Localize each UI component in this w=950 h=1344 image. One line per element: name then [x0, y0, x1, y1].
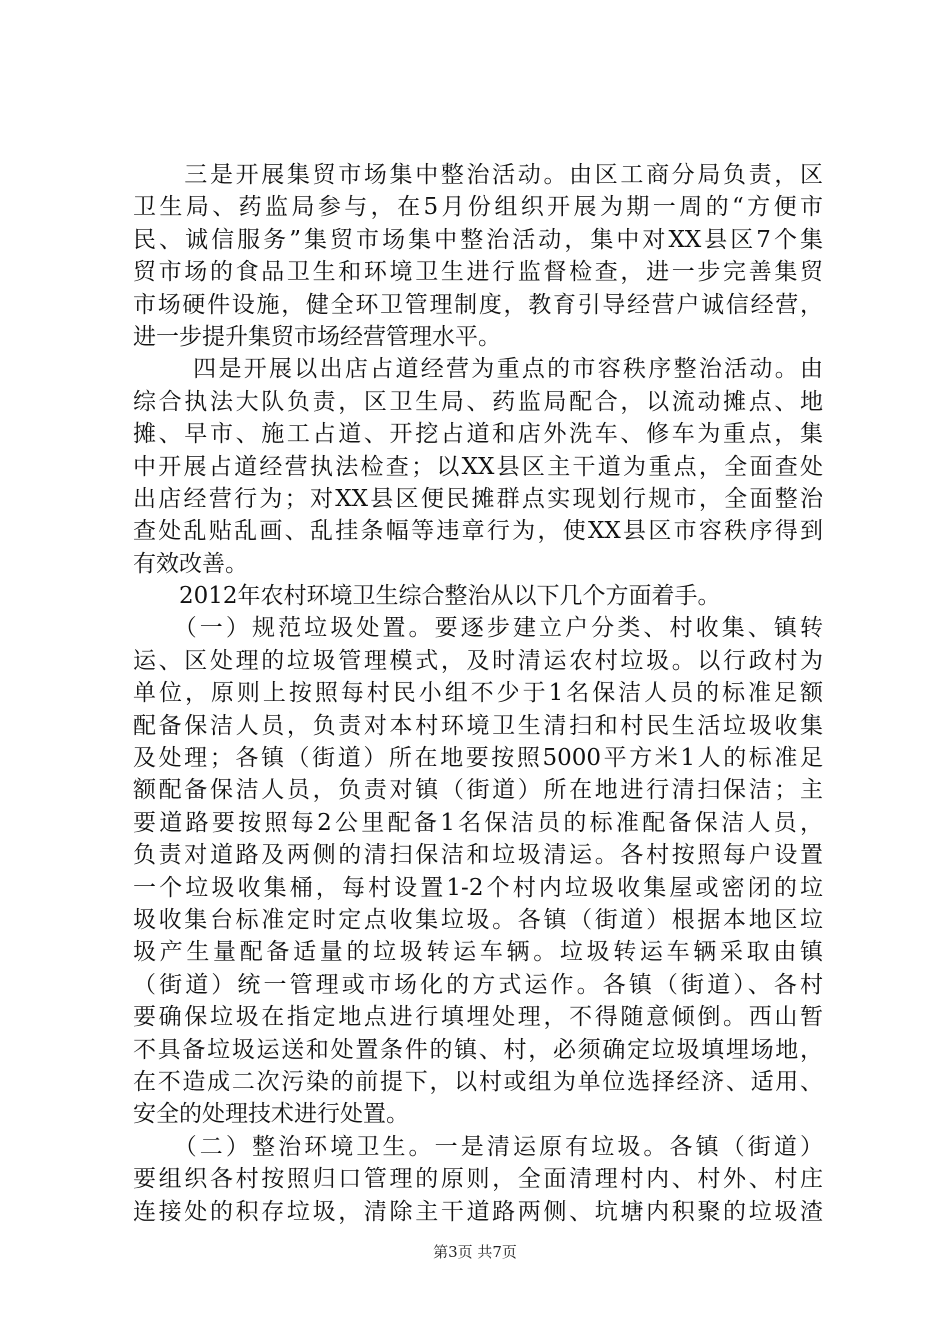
text-line: 负责对道路及两侧的清扫保洁和垃圾清运。各村按照每户设置: [133, 842, 823, 869]
text-line: （街道）统一管理或市场化的方式运作。各镇（街道）、各村: [133, 971, 823, 998]
text-line: 安全的处理技术进行处置。: [133, 1101, 409, 1128]
text-line: 要道路要按照每2公里配备1名保洁员的标准配备保洁人员，: [133, 809, 823, 836]
text-line: 额配备保洁人员，负责对镇（街道）所在地进行清扫保洁；主: [133, 777, 823, 804]
text-line: 2012年农村环境卫生综合整治从以下几个方面着手。: [133, 583, 721, 610]
page-footer: 第3页 共7页: [433, 1243, 517, 1261]
text-line: 一个垃圾收集桶，每村设置1-2个村内垃圾收集屋或密闭的垃: [133, 874, 823, 901]
text-line: 圾产生量配备适量的垃圾转运车辆。垃圾转运车辆采取由镇: [133, 939, 823, 966]
text-line: 连接处的积存垃圾，清除主干道路两侧、坑塘内积聚的垃圾渣: [133, 1198, 823, 1225]
text-line: （一）规范垃圾处置。要逐步建立户分类、村收集、镇转: [133, 615, 823, 642]
text-line: 要组织各村按照归口管理的原则，全面清理村内、村外、村庄: [133, 1166, 823, 1193]
text-line: 有效改善。: [133, 550, 248, 577]
text-line: 卫生局、药监局参与，在5月份组织开展为期一周的“方便市: [133, 194, 823, 221]
text-line: 摊、早市、施工占道、开挖占道和店外洗车、修车为重点，集: [133, 421, 823, 448]
document-body: [133, 159, 823, 1228]
text-line: 不具备垃圾运送和处置条件的镇、村，必须确定垃圾填埋场地，: [133, 1036, 823, 1063]
text-line: 查处乱贴乱画、乱挂条幅等违章行为，使XX县区市容秩序得到: [133, 518, 823, 545]
text-line: 市场硬件设施，健全环卫管理制度，教育引导经营户诚信经营，: [133, 291, 823, 318]
text-line: （二）整治环境卫生。一是清运原有垃圾。各镇（街道）: [133, 1133, 823, 1160]
text-line: 及处理；各镇（街道）所在地要按照5000平方米1人的标准足: [133, 745, 823, 772]
text-line: 单位，原则上按照每村民小组不少于1名保洁人员的标准足额: [133, 680, 823, 707]
text-line: 运、区处理的垃圾管理模式，及时清运农村垃圾。以行政村为: [133, 647, 823, 674]
text-line: 三是开展集贸市场集中整治活动。由区工商分局负责，区: [133, 162, 823, 188]
text-line: 圾收集台标准定时定点收集垃圾。各镇（街道）根据本地区垃: [133, 906, 823, 933]
text-line: 要确保垃圾在指定地点进行填埋处理，不得随意倾倒。西山暂: [133, 1004, 823, 1031]
text-line: 四是开展以出店占道经营为重点的市容秩序整治活动。由: [133, 356, 823, 383]
text-line: 贸市场的食品卫生和环境卫生进行监督检查，进一步完善集贸: [133, 259, 823, 286]
text-line: 民、诚信服务”集贸市场集中整治活动，集中对XX县区7个集: [133, 226, 823, 253]
text-line: 在不造成二次污染的前提下，以村或组为单位选择经济、适用、: [133, 1068, 823, 1095]
text-line: 进一步提升集贸市场经营管理水平。: [133, 323, 501, 350]
text-line: 综合执法大队负责，区卫生局、药监局配合，以流动摊点、地: [133, 388, 823, 415]
text-line: 出店经营行为；对XX县区便民摊群点实现划行规市，全面整治: [133, 485, 823, 512]
text-line: 中开展占道经营执法检查；以XX县区主干道为重点，全面查处: [133, 453, 823, 480]
text-line: 配备保洁人员，负责对本村环境卫生清扫和村民生活垃圾收集: [133, 712, 823, 739]
